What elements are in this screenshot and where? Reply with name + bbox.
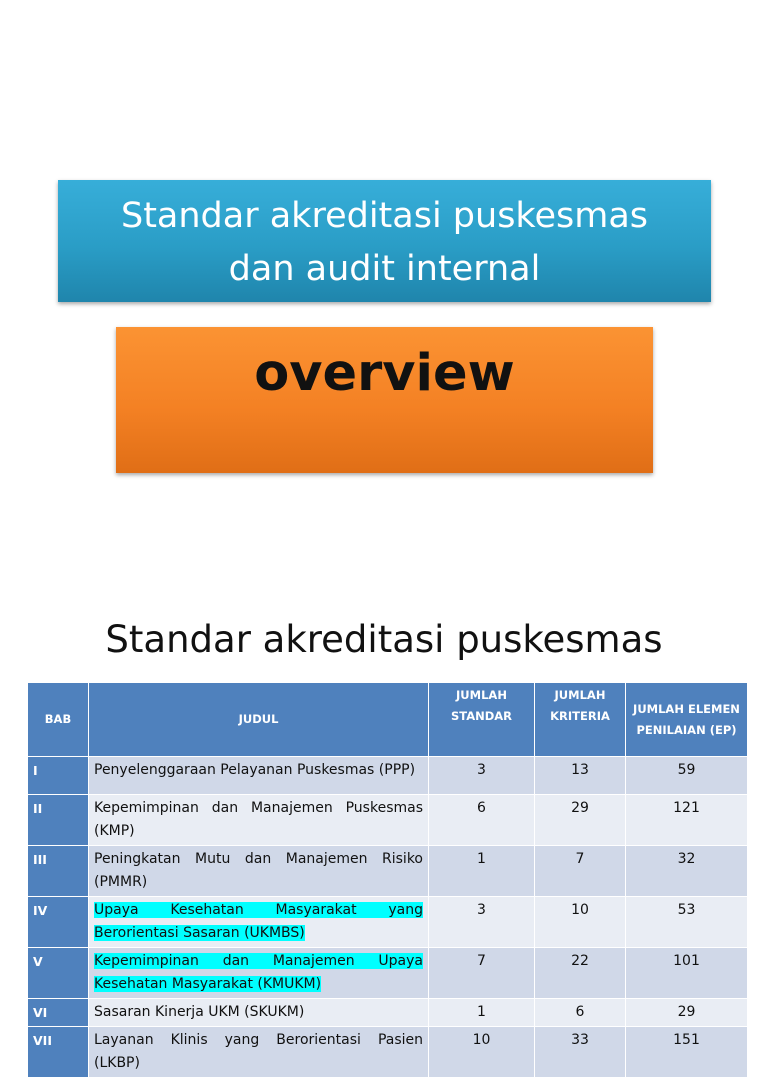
cell-judul: Penyelenggaraan Pelayanan Puskesmas (PPP)	[89, 757, 429, 795]
table-row	[28, 846, 748, 897]
cell-standar: 3	[429, 897, 535, 948]
header-judul: JUDUL	[89, 683, 429, 757]
header-jumlah-kriteria: JUMLAH KRITERIA	[535, 683, 626, 757]
slide-title-line-1: Standar akreditasi puskesmas	[120, 196, 649, 236]
cell-judul	[89, 897, 429, 948]
cell-bab: VI	[28, 999, 89, 1027]
cell-bab: IV	[28, 897, 89, 948]
cell-standar: 10	[429, 1027, 535, 1078]
cell-kriteria: 22	[535, 948, 626, 999]
cell-judul: Layanan Klinis yang Berorientasi Pasien (LKBP)	[89, 1027, 429, 1078]
cell-ep: 59	[626, 757, 748, 795]
cell-ep: 101	[626, 948, 748, 999]
cell-bab: V	[28, 948, 89, 999]
overview-banner	[116, 327, 653, 473]
cell-standar: 7	[429, 948, 535, 999]
cell-judul: Peningkatan Mutu dan Manajemen Risiko (PMMR)	[89, 846, 429, 897]
cell-bab: II	[28, 795, 89, 846]
cell-bab: III	[28, 846, 89, 897]
cell-ep: 121	[626, 795, 748, 846]
cell-ep: 53	[626, 897, 748, 948]
title-banner	[58, 180, 711, 302]
table-header-row	[28, 683, 748, 757]
table-row	[28, 999, 748, 1027]
table-row	[28, 795, 748, 846]
cell-kriteria: 29	[535, 795, 626, 846]
cell-ep: 151	[626, 1027, 748, 1078]
slide-title-line-2: dan audit internal	[228, 249, 541, 289]
header-jumlah-ep: JUMLAH ELEMEN PENILAIAN (EP)	[626, 683, 748, 757]
cell-kriteria: 6	[535, 999, 626, 1027]
cell-standar: 6	[429, 795, 535, 846]
cell-judul: Kepemimpinan dan Manajemen Puskesmas (KMP)	[89, 795, 429, 846]
standards-table	[27, 682, 748, 1078]
table-row	[28, 948, 748, 999]
header-jumlah-standar: JUMLAH STANDAR	[429, 683, 535, 757]
header-bab: BAB	[28, 683, 89, 757]
highlighted-text: Upaya Kesehatan Masyarakat yang Berorientasi Sasaran (UKMBS)	[94, 902, 423, 941]
cell-bab: VII	[28, 1027, 89, 1078]
cell-standar: 1	[429, 999, 535, 1027]
cell-kriteria: 7	[535, 846, 626, 897]
cell-judul	[89, 948, 429, 999]
table-row	[28, 897, 748, 948]
overview-label: overview	[254, 344, 515, 403]
cell-judul: Sasaran Kinerja UKM (SKUKM)	[89, 999, 429, 1027]
cell-bab: I	[28, 757, 89, 795]
table-row	[28, 1027, 748, 1078]
cell-kriteria: 13	[535, 757, 626, 795]
table-row	[28, 757, 748, 795]
cell-kriteria: 33	[535, 1027, 626, 1078]
cell-ep: 29	[626, 999, 748, 1027]
cell-kriteria: 10	[535, 897, 626, 948]
cell-standar: 3	[429, 757, 535, 795]
cell-standar: 1	[429, 846, 535, 897]
highlighted-text: Kepemimpinan dan Manajemen Upaya Kesehatan Masyarakat (KMUKM)	[94, 953, 423, 992]
cell-ep: 32	[626, 846, 748, 897]
slide-2-title: Standar akreditasi puskesmas	[105, 618, 663, 661]
